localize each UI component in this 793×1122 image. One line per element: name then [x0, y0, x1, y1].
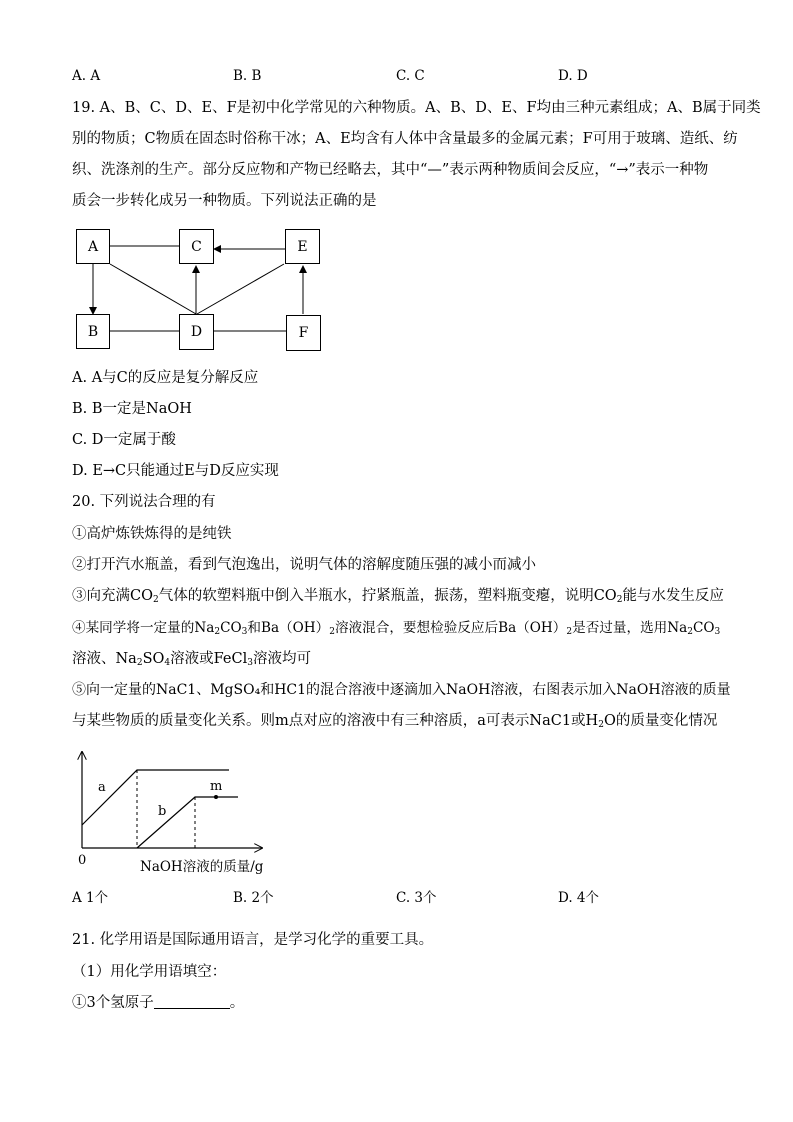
q20-option-b[interactable]: B. 2个: [233, 890, 274, 906]
node-e: E: [285, 229, 320, 264]
q19-option-d[interactable]: D. E→C只能通过E与D反应实现: [72, 463, 279, 479]
q19-option-c[interactable]: C. D一定属于酸: [72, 432, 176, 448]
graph-curve-b-label: b: [158, 804, 167, 819]
answer-blank-input[interactable]: [154, 994, 230, 1009]
graph-origin-label: 0: [78, 853, 87, 868]
q19-stem-line-3: 织、洗涤剂的生产。部分反应物和产物已经略去，其中“—”表示两种物质间会反应，“→”表示一种物: [72, 162, 709, 178]
graph-point-m-label: m: [210, 779, 223, 794]
node-c: C: [179, 229, 214, 264]
q18-option-a[interactable]: A. A: [72, 68, 101, 84]
q18-option-d[interactable]: D. D: [558, 68, 588, 84]
node-a: A: [76, 229, 110, 264]
q18-option-b[interactable]: B. B: [233, 68, 262, 84]
q20-option-d[interactable]: D. 4个: [558, 890, 600, 906]
node-d: D: [179, 314, 214, 350]
q21-part-1: （1）用化学用语填空：: [72, 964, 227, 980]
q21-item-1: ①3个氢原子 。: [72, 995, 245, 1011]
q20-stem: 20. 下列说法合理的有: [72, 494, 216, 510]
node-f: F: [286, 315, 321, 351]
q19-option-a[interactable]: A. A与C的反应是复分解反应: [72, 370, 259, 386]
q20-statement-5: ⑤向一定量的NaC1、MgSO₄和HC1的混合溶液中逐滴加入NaOH溶液，右图表示加入NaOH溶液的质量: [72, 682, 731, 698]
node-b: B: [76, 314, 110, 349]
q19-option-b[interactable]: B. B一定是NaOH: [72, 401, 192, 417]
q18-option-c[interactable]: C. C: [396, 68, 425, 84]
graph-x-axis-label: NaOH溶液的质量/g: [140, 859, 264, 875]
q20-statement-4-cont: 溶液、$Na_2SO_4$溶液或FeCl$_3$溶液均可: [72, 651, 311, 668]
point-m: [214, 795, 218, 799]
q20-statement-2: ②打开汽水瓶盖，看到气泡逸出，说明气体的溶解度随压强的减小而减小: [72, 557, 536, 573]
q20-statement-4: ④某同学将一定量的$Na_2CO_3$和$Ba(OH)_2$溶液混合，要想检验反应后$Ba(OH)_2$是否过量，选用$Na_2CO_3$: [72, 620, 721, 637]
q20-option-a[interactable]: A 1个: [72, 890, 109, 906]
q19-stem-line-2: 别的物质；C物质在固态时俗称干冰；A、E均含有人体中含量最多的金属元素；F可用于玻璃、造纸、纺: [72, 131, 738, 147]
curve-b: [137, 797, 238, 848]
graph-curve-a-label: a: [98, 780, 106, 795]
q21-stem: 21. 化学用语是国际通用语言，是学习化学的重要工具。: [72, 932, 434, 948]
q20-statement-3: ③向充满$CO_2$气体的软塑料瓶中倒入半瓶水，拧紧瓶盖，振荡，塑料瓶变瘪，说明$CO_2$能与水发生反应: [72, 588, 724, 605]
q19-stem-line-4: 质会一步转化成另一种物质。下列说法正确的是: [72, 193, 377, 209]
q19-stem-line-1: 19. A、B、C、D、E、F是初中化学常见的六种物质。A、B、D、E、F均由三种元素组成；A、B属于同类: [72, 100, 761, 116]
q20-statement-1: ①高炉炼铁炼得的是纯铁: [72, 526, 232, 542]
q20-statement-5-cont: 与某些物质的质量变化关系。则m点对应的溶液中有三种溶质，a可表示NaC1或$H_2O$的质量变化情况: [72, 713, 718, 730]
q20-option-c[interactable]: C. 3个: [396, 890, 437, 906]
